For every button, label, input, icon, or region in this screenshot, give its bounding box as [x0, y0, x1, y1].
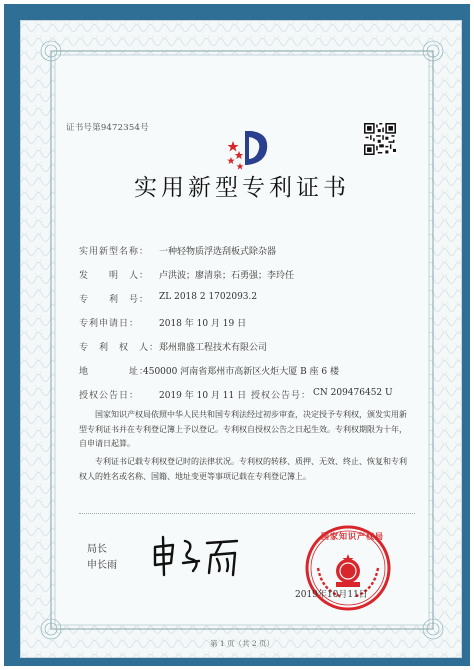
- signatory-title: 局长: [87, 544, 107, 555]
- field-label-patentee: 专 利 权 人：: [79, 343, 160, 353]
- certificate-title: 实用新型专利证书: [134, 175, 350, 201]
- field-value-patent-number: ZL 2018 2 1702093.2: [159, 292, 258, 302]
- cert-no-value: 9472354: [100, 123, 141, 133]
- field-value-inventor: 卢洪波；廖清泉；石勇强；李玲任: [159, 271, 295, 281]
- field-value-address: 450000 河南省郑州市高新区火炬大厦 B 座 6 楼: [143, 367, 340, 377]
- field-label-address: 地 址：: [79, 367, 150, 377]
- field-label-inventor: 发 明 人：: [79, 271, 150, 281]
- field-label-grant-number: 授权公告号：: [251, 391, 312, 401]
- patent-office-logo: [225, 127, 271, 173]
- field-label-utility-name: 实用新型名称：: [79, 247, 150, 257]
- seal-text: 国家知识产权局: [321, 531, 384, 541]
- field-value-patentee: 郑州鼎盛工程技术有限公司: [159, 343, 268, 353]
- field-value-grant-number: CN 209476452 U: [313, 388, 393, 398]
- qr-code: [364, 123, 396, 155]
- certificate-frame: [4, 4, 470, 666]
- field-value-utility-name: 一种轻物质浮选刮板式除杂器: [159, 247, 277, 257]
- page-footer: 第 1 页（共 2 页）: [209, 639, 275, 648]
- field-label-patent-number: 专 利 号：: [79, 295, 150, 305]
- field-label-grant-date: 授权公告日：: [79, 391, 140, 401]
- statement-paragraph-2: 专利证书记载专利权登记时的法律状况。专利权的转移、质押、无效、终止、恢复和专利权人的姓名或名称、国籍、地址变更等事项记载在专利登记簿上。: [79, 457, 407, 481]
- field-label-filing-date: 专利申请日：: [79, 319, 140, 329]
- field-value-grant-date: 2019 年 10 月 11 日: [159, 391, 247, 401]
- certificate-number: [66, 121, 149, 133]
- signature-image: [149, 533, 241, 579]
- field-value-filing-date: 2018 年 10 月 19 日: [159, 319, 247, 329]
- seal-date: 2019年10月11日: [295, 590, 368, 600]
- cert-no-label: 证书号第: [66, 123, 101, 133]
- statement-paragraph-1: 国家知识产权局依照中华人民共和国专利法经过初步审查，决定授予专利权，颁发实用新型专利证书并在专利登记簿上予以登记。专利权自授权公告之日起生效。专利权期限为十年，自申请日起算。: [79, 410, 407, 448]
- signatory-name: 申长雨: [87, 560, 117, 571]
- divider: [79, 513, 415, 514]
- cert-no-suffix: 号: [140, 123, 149, 133]
- certificate-paper: [20, 20, 462, 658]
